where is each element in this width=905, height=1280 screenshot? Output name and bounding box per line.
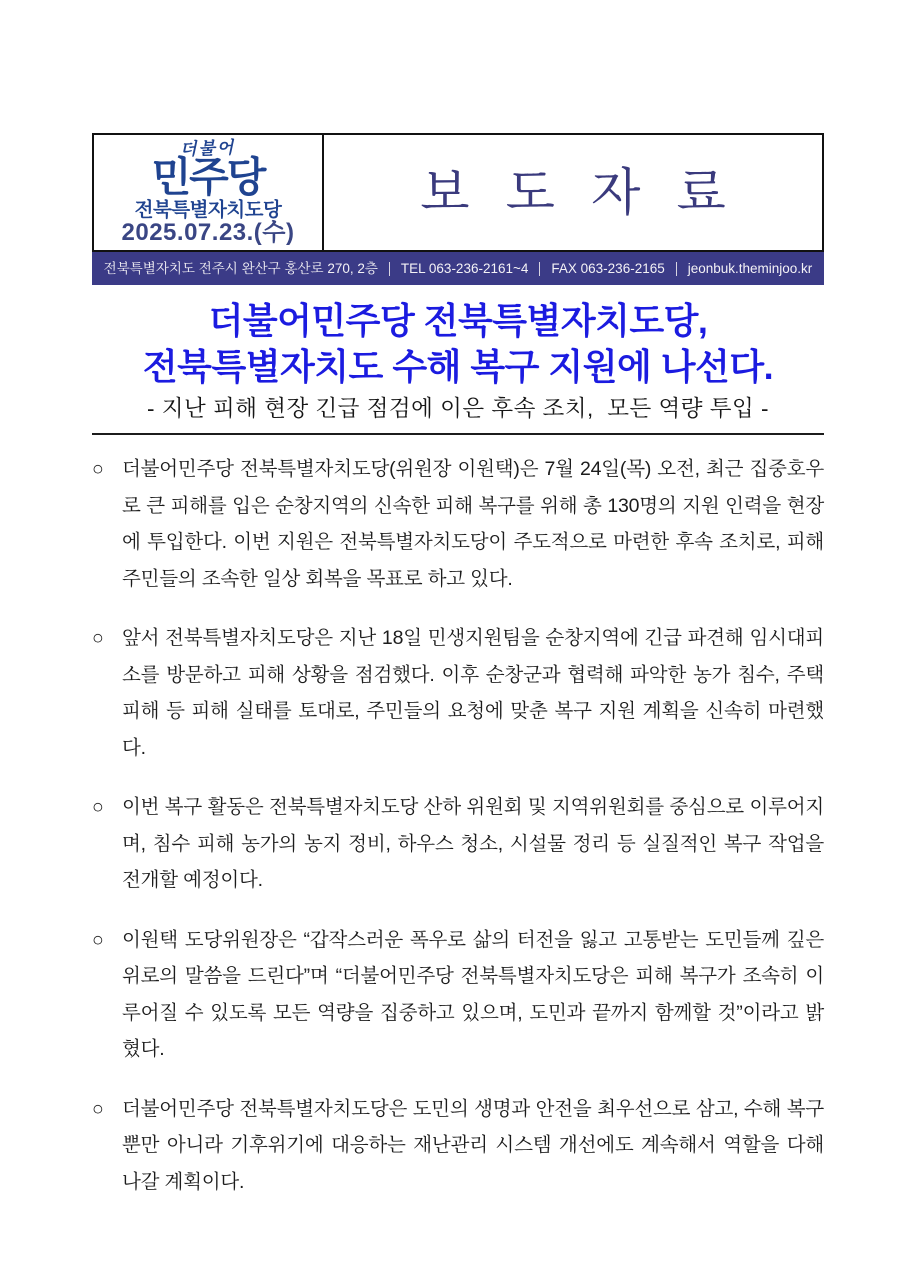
paragraph-text: 앞서 전북특별자치도당은 지난 18일 민생지원팀을 순창지역에 긴급 파견해 임시대피소를 방문하고 피해 상황을 점검했다. 이후 순창군과 협력해 파악한 농가 침수, 주택 피해 등 피해 실태를 토대로, 주민들의 요청에 맞춘 복구 지원 계획을 신속히 마련했다.	[122, 627, 824, 759]
contact-website: jeonbuk.theminjoo.kr	[687, 260, 813, 276]
header-box	[92, 133, 824, 252]
paragraph-text: 더불어민주당 전북특별자치도당(위원장 이원택)은 7월 24일(목) 오전, 최근 집중호우로 큰 피해를 입은 순창지역의 신속한 피해 복구를 위해 총 130명의 지원 인력을 현장에 투입한다. 이번 지원은 전북특별자치도당이 주도적으로 마련한 후속 조치로, 피해 주민들의 조속한 일상 회복을 목표로 하고 있다.	[122, 458, 824, 590]
party-branch-name: 전북특별자치도당	[134, 198, 282, 221]
contact-tel: TEL 063-236-2161~4	[400, 260, 529, 276]
doc-type-cell	[324, 135, 822, 250]
headline-line1: 더불어민주당 전북특별자치도당,	[208, 300, 708, 341]
headline	[92, 298, 824, 390]
sub-headline: - 지난 피해 현장 긴급 점검에 이은 후속 조치, 모든 역량 투입 -	[147, 396, 769, 421]
party-logo-cell	[94, 135, 324, 250]
title-divider	[92, 433, 824, 435]
bullet-circle: ○	[92, 928, 104, 951]
contact-address: 전북특별자치도 전주시 완산구 홍산로 270, 2층	[103, 260, 378, 276]
body-block	[92, 451, 824, 1200]
body-paragraph	[92, 1091, 824, 1201]
party-logo-script: 더불어	[180, 138, 236, 159]
body-paragraph	[92, 922, 824, 1068]
bullet-circle: ○	[92, 796, 104, 818]
body-paragraph	[92, 789, 824, 899]
paragraph-text: 이번 복구 활동은 전북특별자치도당 산하 위원회 및 지역위원회를 중심으로 이루어지며, 침수 피해 농가의 농지 정비, 하우스 청소, 시설물 정리 등 실질적인 복구 작업을 전개할 예정이다.	[122, 796, 824, 891]
release-date: 2025.07.23.(수)	[121, 219, 295, 247]
bullet-circle: ○	[92, 627, 104, 649]
contact-fax: FAX 063-236-2165	[551, 260, 665, 276]
party-logo: 민주당	[151, 154, 265, 200]
bullet-circle: ○	[92, 1097, 104, 1120]
paragraph-text: 더불어민주당 전북특별자치도당은 도민의 생명과 안전을 최우선으로 삼고, 수해 복구뿐만 아니라 기후위기에 대응하는 재난관리 시스템 개선에도 계속해서 역할을 다해 나갈 계획이다.	[122, 1097, 824, 1193]
contact-bar	[92, 252, 824, 285]
contact-separator	[389, 262, 390, 276]
doc-type-title: 보 도 자 료	[420, 164, 737, 221]
body-paragraph	[92, 620, 824, 766]
contact-separator	[539, 262, 540, 276]
headline-line2: 전북특별자치도 수해 복구 지원에 나선다.	[142, 346, 774, 387]
paragraph-text: 이원택 도당위원장은 “갑작스러운 폭우로 삶의 터전을 잃고 고통받는 도민들께 깊은 위로의 말씀을 드린다”며 “더불어민주당 전북특별자치도당은 피해 복구가 조속히 이루어질 수 있도록 모든 역량을 집중하고 있으며, 도민과 끝까지 함께할 것”이라고 밝혔다.	[122, 928, 824, 1060]
bullet-circle: ○	[92, 458, 104, 480]
body-paragraph	[92, 451, 824, 597]
contact-separator	[676, 262, 677, 276]
